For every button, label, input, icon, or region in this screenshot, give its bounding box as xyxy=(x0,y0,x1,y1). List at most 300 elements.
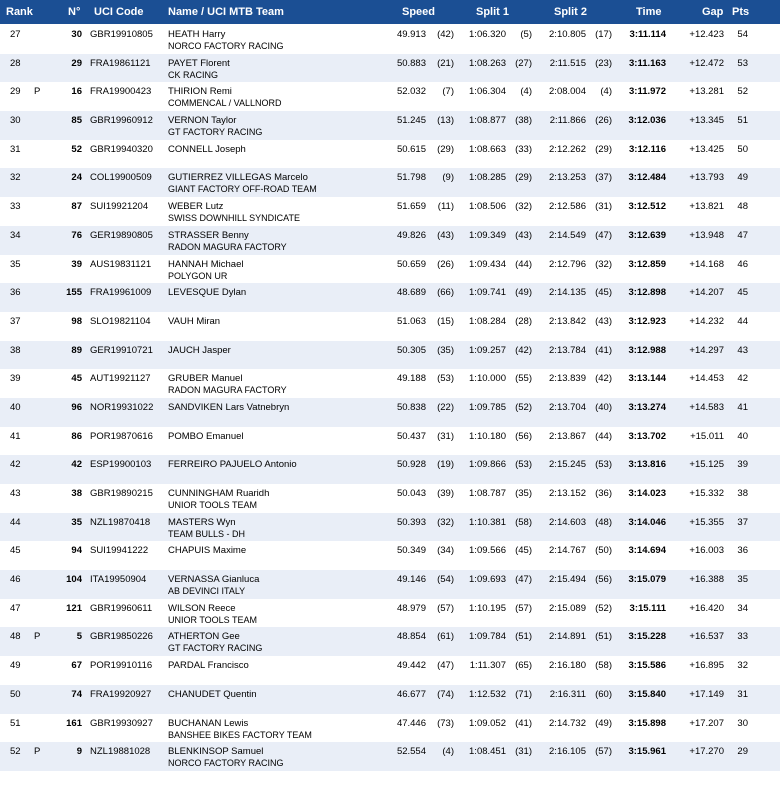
split2-rank: (58) xyxy=(595,660,612,672)
rank: 41 xyxy=(10,430,21,442)
number: 155 xyxy=(66,287,82,299)
team-name: POLYGON UR xyxy=(168,270,228,281)
rider-name: VERNON Taylor xyxy=(168,115,237,127)
header-uci-code: UCI Code xyxy=(94,6,144,18)
time: 3:11.163 xyxy=(629,57,666,69)
points: 39 xyxy=(737,459,748,471)
split2: 2:11.866 xyxy=(549,115,586,127)
uci-code: POR19870616 xyxy=(90,430,153,442)
split2: 2:08.004 xyxy=(549,86,586,98)
rank: 47 xyxy=(10,602,21,614)
speed: 51.063 xyxy=(396,315,426,327)
gap: +16.003 xyxy=(689,545,724,557)
time: 3:13.816 xyxy=(628,459,666,471)
speed: 46.677 xyxy=(396,688,426,700)
speed: 48.689 xyxy=(396,287,426,299)
gap: +16.420 xyxy=(689,602,724,614)
rider-name: JAUCH Jasper xyxy=(168,344,231,356)
number: 121 xyxy=(66,602,82,614)
header-split2: Split 2 xyxy=(554,6,588,18)
split2-rank: (53) xyxy=(595,459,612,471)
uci-code: ITA19950904 xyxy=(90,574,147,586)
speed-rank: (74) xyxy=(437,688,454,700)
table-row xyxy=(0,226,780,255)
split2: 2:15.494 xyxy=(549,574,586,586)
split1: 1:10.000 xyxy=(469,373,506,385)
split2: 2:10.805 xyxy=(549,29,586,40)
number: 39 xyxy=(71,258,82,270)
speed-rank: (47) xyxy=(437,660,454,672)
uci-code: GBR19960912 xyxy=(90,115,153,127)
rank: 34 xyxy=(10,229,21,241)
split1: 1:09.741 xyxy=(469,287,506,299)
number: 98 xyxy=(71,315,82,327)
gap: +15.332 xyxy=(689,488,724,499)
table-row xyxy=(0,742,780,771)
split2: 2:14.732 xyxy=(549,717,586,729)
points: 42 xyxy=(737,373,748,385)
split2-rank: (57) xyxy=(595,746,612,758)
points: 38 xyxy=(737,488,748,499)
split2-rank: (50) xyxy=(595,545,612,557)
gap: +15.011 xyxy=(690,430,724,442)
split1: 1:09.052 xyxy=(469,717,506,729)
time: 3:13.274 xyxy=(628,401,666,413)
time: 3:14.023 xyxy=(628,488,666,499)
table-row xyxy=(0,25,780,54)
speed-rank: (34) xyxy=(437,545,454,557)
header-rank: Rank xyxy=(6,6,33,18)
split1-rank: (31) xyxy=(515,746,532,758)
time: 3:12.036 xyxy=(628,115,666,127)
number: 96 xyxy=(71,401,82,413)
split1-rank: (29) xyxy=(515,172,532,184)
time: 3:15.228 xyxy=(628,631,666,643)
speed: 51.659 xyxy=(396,201,426,213)
split1: 1:08.877 xyxy=(469,115,506,127)
header-time: Time xyxy=(636,6,662,18)
split1: 1:08.506 xyxy=(469,201,506,213)
split1-rank: (32) xyxy=(515,201,532,213)
split2-rank: (45) xyxy=(595,287,612,299)
team-name: NORCO FACTORY RACING xyxy=(168,758,284,769)
split1: 1:08.451 xyxy=(469,746,506,758)
speed: 49.826 xyxy=(396,229,426,241)
split2-rank: (4) xyxy=(600,86,612,98)
split1: 1:09.566 xyxy=(469,545,506,557)
rider-name: CHAPUIS Maxime xyxy=(168,545,247,557)
speed-rank: (39) xyxy=(437,488,454,499)
rank: 28 xyxy=(10,57,21,69)
flag: P xyxy=(34,86,41,98)
time: 3:12.859 xyxy=(628,258,666,270)
team-name: RADON MAGURA FACTORY xyxy=(168,385,287,396)
time: 3:12.484 xyxy=(628,172,666,184)
gap: +14.168 xyxy=(689,258,724,270)
time: 3:15.961 xyxy=(628,746,666,758)
team-name: TEAM BULLS - DH xyxy=(168,528,246,539)
time: 3:12.923 xyxy=(628,315,666,327)
rider-name: VAUH Miran xyxy=(168,315,221,327)
split1: 1:11.307 xyxy=(469,660,506,672)
rank: 49 xyxy=(10,660,21,672)
table-row xyxy=(0,656,780,685)
points: 36 xyxy=(737,545,748,557)
team-name: RADON MAGURA FACTORY xyxy=(168,241,287,252)
split2: 2:14.135 xyxy=(549,287,586,299)
gap: +14.453 xyxy=(689,373,724,385)
table-row xyxy=(0,627,780,656)
speed: 49.146 xyxy=(396,574,426,586)
speed: 50.883 xyxy=(396,57,426,69)
speed-rank: (15) xyxy=(437,315,454,327)
table-row xyxy=(0,283,780,312)
flag: P xyxy=(34,746,41,758)
team-name: GT FACTORY RACING xyxy=(168,643,263,654)
split2: 2:14.549 xyxy=(549,229,586,241)
uci-code: AUS19831121 xyxy=(90,258,152,270)
speed-rank: (43) xyxy=(437,229,454,241)
number: 42 xyxy=(71,459,82,471)
split2: 2:13.253 xyxy=(549,172,586,184)
split2-rank: (32) xyxy=(595,258,612,270)
split2-rank: (48) xyxy=(595,516,612,528)
split2: 2:11.515 xyxy=(549,57,586,69)
gap: +14.583 xyxy=(689,401,724,413)
table-row xyxy=(0,255,780,284)
uci-code: FRA19920927 xyxy=(90,688,152,700)
points: 48 xyxy=(737,201,748,213)
rank: 31 xyxy=(10,143,21,155)
split2-rank: (49) xyxy=(595,717,612,729)
table-row xyxy=(0,341,780,370)
time: 3:15.586 xyxy=(628,660,666,672)
gap: +17.270 xyxy=(689,746,724,758)
table-row xyxy=(0,140,780,169)
split1: 1:08.284 xyxy=(469,315,506,327)
gap: +13.948 xyxy=(689,229,724,241)
gap: +16.895 xyxy=(689,660,724,672)
split2: 2:13.839 xyxy=(549,373,586,385)
rank: 33 xyxy=(10,201,21,213)
split1-rank: (35) xyxy=(515,488,532,499)
uci-code: GBR19960611 xyxy=(90,602,153,614)
table-row xyxy=(0,599,780,628)
speed-rank: (35) xyxy=(437,344,454,356)
split1-rank: (47) xyxy=(515,574,532,586)
header-number: N° xyxy=(68,6,81,18)
rider-name: MASTERS Wyn xyxy=(168,516,236,528)
number: 5 xyxy=(76,631,82,643)
points: 46 xyxy=(737,258,748,270)
uci-code: ESP19900103 xyxy=(90,459,152,471)
rider-name: WILSON Reece xyxy=(168,602,236,614)
rank: 35 xyxy=(10,258,21,270)
split2: 2:13.704 xyxy=(549,401,586,413)
gap: +13.345 xyxy=(689,115,724,127)
split1: 1:10.195 xyxy=(469,602,506,614)
header-speed: Speed xyxy=(402,6,436,18)
flag: P xyxy=(34,631,41,643)
split1-rank: (5) xyxy=(520,29,532,40)
split2: 2:13.784 xyxy=(549,344,586,356)
number: 87 xyxy=(71,201,82,213)
split1-rank: (38) xyxy=(515,115,532,127)
table-row xyxy=(0,168,780,197)
number: 74 xyxy=(71,688,82,700)
points: 33 xyxy=(737,631,748,643)
gap: +16.537 xyxy=(689,631,724,643)
rank: 38 xyxy=(10,344,21,356)
rider-name: HANNAH Michael xyxy=(168,258,244,270)
gap: +17.149 xyxy=(689,688,724,700)
speed: 50.437 xyxy=(396,430,426,442)
time: 3:13.702 xyxy=(628,430,666,442)
rank: 36 xyxy=(10,287,21,299)
split1-rank: (71) xyxy=(515,688,532,700)
speed-rank: (53) xyxy=(437,373,454,385)
speed-rank: (9) xyxy=(442,172,454,184)
speed: 52.032 xyxy=(396,86,426,98)
split1: 1:08.285 xyxy=(469,172,506,184)
split1: 1:06.304 xyxy=(469,86,506,98)
gap: +14.297 xyxy=(689,344,724,356)
points: 49 xyxy=(737,172,748,184)
rank: 48 xyxy=(10,631,21,643)
points: 52 xyxy=(737,86,748,98)
speed: 50.615 xyxy=(396,143,426,155)
uci-code: NZL19881028 xyxy=(90,746,151,758)
time: 3:15.840 xyxy=(628,688,666,700)
split2-rank: (37) xyxy=(595,172,612,184)
number: 16 xyxy=(71,86,82,98)
split1: 1:10.180 xyxy=(469,430,506,442)
rider-name: LEVESQUE Dylan xyxy=(168,287,247,299)
gap: +15.355 xyxy=(689,516,724,528)
points: 29 xyxy=(737,746,748,758)
number: 104 xyxy=(66,574,82,586)
time: 3:12.116 xyxy=(629,143,666,155)
table-row xyxy=(0,513,780,542)
split1-rank: (53) xyxy=(515,459,532,471)
points: 30 xyxy=(737,717,748,729)
table-row xyxy=(0,714,780,743)
speed-rank: (42) xyxy=(437,29,454,40)
team-name: UNIOR TOOLS TEAM xyxy=(168,614,258,625)
gap: +14.207 xyxy=(689,287,724,299)
team-name: AB DEVINCI ITALY xyxy=(168,586,246,597)
rider-name: CONNELL Joseph xyxy=(168,143,246,155)
rank: 50 xyxy=(10,688,21,700)
split2-rank: (31) xyxy=(595,201,612,213)
gap: +15.125 xyxy=(689,459,724,471)
uci-code: NOR19931022 xyxy=(90,401,154,413)
number: 45 xyxy=(71,373,82,385)
points: 43 xyxy=(737,344,748,356)
number: 161 xyxy=(66,717,82,729)
team-name: COMMENCAL / VALLNORD xyxy=(168,98,282,109)
split2: 2:13.867 xyxy=(549,430,586,442)
rank: 46 xyxy=(10,574,21,586)
split1-rank: (55) xyxy=(515,373,532,385)
number: 52 xyxy=(71,143,82,155)
speed-rank: (4) xyxy=(442,746,454,758)
split1: 1:09.257 xyxy=(469,344,506,356)
number: 24 xyxy=(71,172,82,184)
speed: 50.928 xyxy=(396,459,426,471)
rider-name: ATHERTON Gee xyxy=(168,631,240,643)
points: 32 xyxy=(737,660,748,672)
rider-name: STRASSER Benny xyxy=(168,229,249,241)
rank: 27 xyxy=(10,29,21,40)
table-row xyxy=(0,570,780,599)
split2: 2:16.180 xyxy=(549,660,586,672)
time: 3:12.898 xyxy=(628,287,666,299)
rider-name: VERNASSA Gianluca xyxy=(168,574,260,586)
time: 3:11.972 xyxy=(629,86,666,98)
rank: 40 xyxy=(10,401,21,413)
table-row xyxy=(0,484,780,513)
uci-code: FRA19900423 xyxy=(90,86,152,98)
speed-rank: (13) xyxy=(437,115,454,127)
table-row xyxy=(0,197,780,226)
points: 50 xyxy=(737,143,748,155)
time: 3:11.114 xyxy=(629,29,666,40)
number: 76 xyxy=(71,229,82,241)
number: 30 xyxy=(71,29,82,40)
rider-name: HEATH Harry xyxy=(168,29,226,40)
split2: 2:14.891 xyxy=(549,631,586,643)
uci-code: GBR19850226 xyxy=(90,631,153,643)
time: 3:12.512 xyxy=(628,201,666,213)
split2: 2:15.089 xyxy=(549,602,586,614)
number: 67 xyxy=(71,660,82,672)
table-row xyxy=(0,111,780,140)
points: 53 xyxy=(737,57,748,69)
speed: 50.393 xyxy=(396,516,426,528)
points: 45 xyxy=(737,287,748,299)
time: 3:14.046 xyxy=(628,516,666,528)
split2-rank: (47) xyxy=(595,229,612,241)
split2: 2:14.767 xyxy=(549,545,586,557)
number: 29 xyxy=(71,57,82,69)
uci-code: SUI19921204 xyxy=(90,201,149,213)
speed: 51.798 xyxy=(396,172,426,184)
uci-code: GBR19890215 xyxy=(90,488,153,499)
split1: 1:09.784 xyxy=(469,631,506,643)
points: 35 xyxy=(737,574,748,586)
rider-name: BLENKINSOP Samuel xyxy=(168,746,264,758)
split1-rank: (58) xyxy=(515,516,532,528)
split2: 2:13.152 xyxy=(549,488,586,499)
table-row xyxy=(0,398,780,427)
speed: 49.188 xyxy=(396,373,426,385)
table-row xyxy=(0,541,780,570)
speed-rank: (26) xyxy=(437,258,454,270)
speed: 47.446 xyxy=(396,717,426,729)
team-name: NORCO FACTORY RACING xyxy=(168,41,284,51)
rank: 52 xyxy=(10,746,21,758)
table-row xyxy=(0,369,780,398)
split2-rank: (41) xyxy=(595,344,612,356)
uci-code: GBR19930927 xyxy=(90,717,153,729)
split2: 2:12.586 xyxy=(549,201,586,213)
speed-rank: (21) xyxy=(437,57,454,69)
table-row xyxy=(0,455,780,484)
uci-code: GER19890805 xyxy=(90,229,153,241)
rank: 37 xyxy=(10,315,21,327)
number: 89 xyxy=(71,344,82,356)
split1: 1:10.381 xyxy=(469,516,506,528)
split2-rank: (29) xyxy=(595,143,612,155)
rider-name: POMBO Emanuel xyxy=(168,430,244,442)
split1-rank: (44) xyxy=(515,258,532,270)
split2: 2:13.842 xyxy=(549,315,586,327)
split1-rank: (65) xyxy=(515,660,532,672)
split1: 1:09.693 xyxy=(469,574,506,586)
speed: 48.854 xyxy=(396,631,426,643)
speed: 50.305 xyxy=(396,344,426,356)
uci-code: POR19910116 xyxy=(90,660,153,672)
uci-code: COL19900509 xyxy=(90,172,152,184)
uci-code: FRA19861121 xyxy=(90,57,151,69)
split2-rank: (51) xyxy=(595,631,612,643)
points: 31 xyxy=(737,688,748,700)
split2-rank: (26) xyxy=(595,115,612,127)
uci-code: SUI19941222 xyxy=(90,545,149,557)
split1-rank: (41) xyxy=(515,717,532,729)
rider-name: SANDVIKEN Lars Vatnebryn xyxy=(168,401,290,413)
header-pts: Pts xyxy=(732,6,750,18)
speed-rank: (54) xyxy=(437,574,454,586)
split2-rank: (43) xyxy=(595,315,612,327)
split2-rank: (52) xyxy=(595,602,612,614)
split1-rank: (4) xyxy=(520,86,532,98)
split2-rank: (36) xyxy=(595,488,612,499)
team-name: SWISS DOWNHILL SYNDICATE xyxy=(168,213,301,224)
split1: 1:08.663 xyxy=(469,143,506,155)
team-name: GT FACTORY RACING xyxy=(168,127,263,138)
split1: 1:12.532 xyxy=(469,688,506,700)
speed-rank: (73) xyxy=(437,717,454,729)
time: 3:12.639 xyxy=(628,229,666,241)
split2-rank: (60) xyxy=(595,688,612,700)
time: 3:13.144 xyxy=(628,373,666,385)
split2-rank: (44) xyxy=(595,430,612,442)
uci-code: FRA19961009 xyxy=(90,287,152,299)
speed-rank: (7) xyxy=(442,86,454,98)
speed: 50.838 xyxy=(396,401,426,413)
gap: +12.423 xyxy=(689,29,724,40)
results-table-header xyxy=(0,0,780,24)
rider-name: CUNNINGHAM Ruaridh xyxy=(168,488,270,499)
gap: +12.472 xyxy=(689,57,724,69)
rank: 39 xyxy=(10,373,21,385)
header-split1: Split 1 xyxy=(476,6,510,18)
split2: 2:16.105 xyxy=(549,746,586,758)
split2-rank: (23) xyxy=(595,57,612,69)
time: 3:15.111 xyxy=(629,602,666,614)
number: 85 xyxy=(71,115,82,127)
split1: 1:06.320 xyxy=(469,29,506,40)
rank: 51 xyxy=(10,717,21,729)
rider-name: PAYET Florent xyxy=(168,57,230,69)
gap: +17.207 xyxy=(689,717,724,729)
speed-rank: (66) xyxy=(437,287,454,299)
uci-code: GBR19940320 xyxy=(90,143,153,155)
points: 37 xyxy=(737,516,748,528)
split1-rank: (27) xyxy=(515,57,532,69)
